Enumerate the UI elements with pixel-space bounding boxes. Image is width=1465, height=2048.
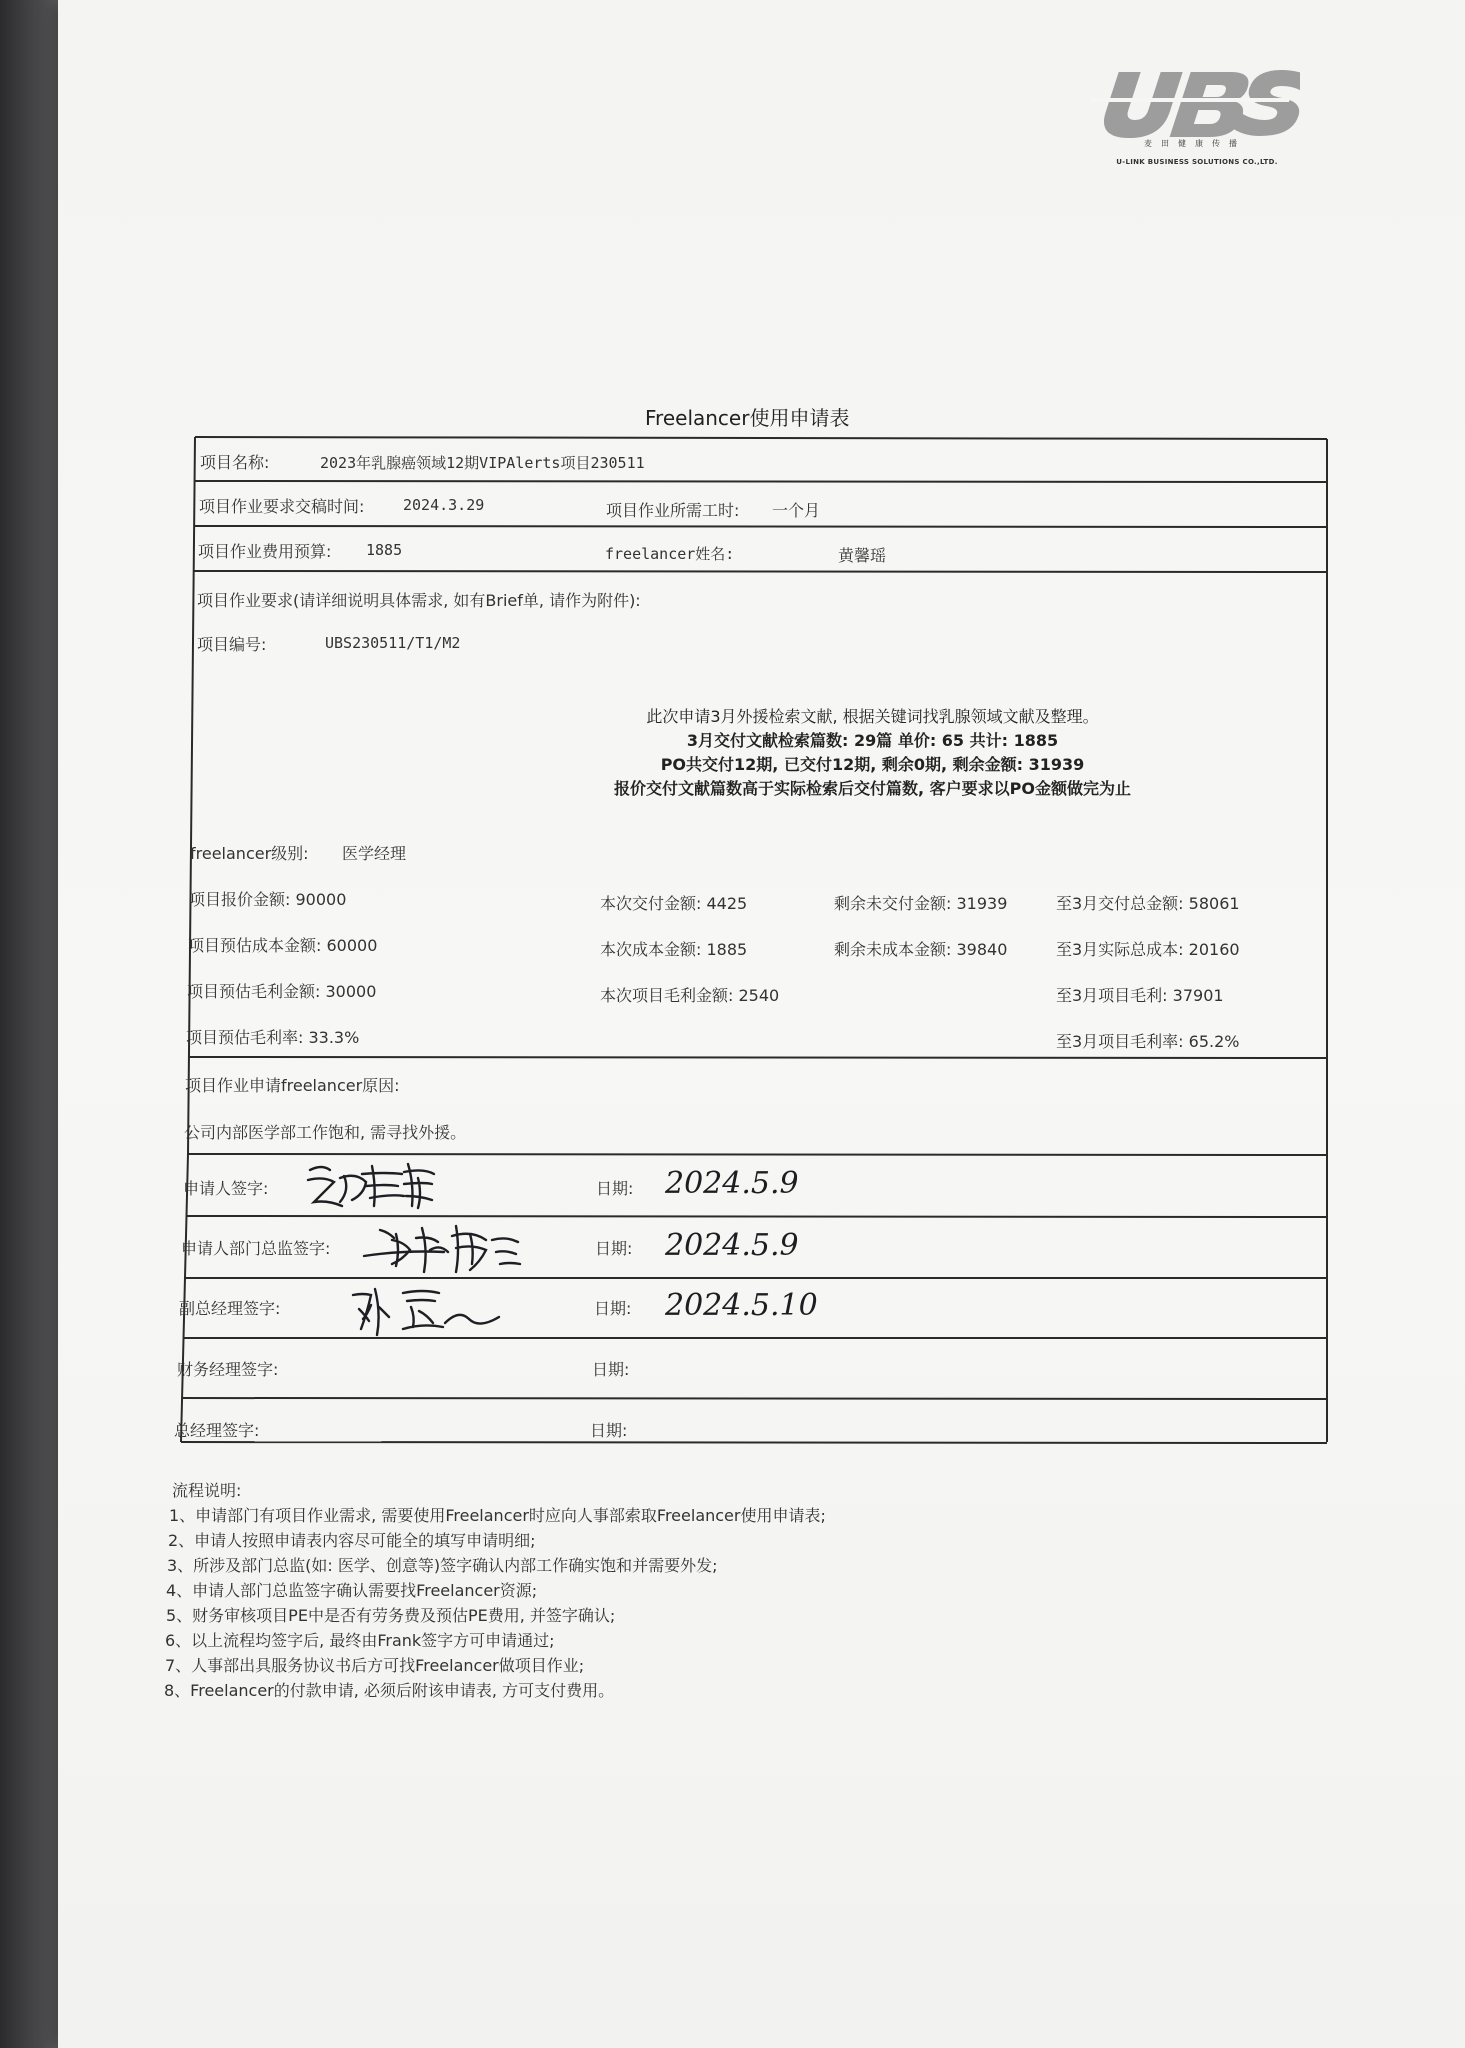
project-name-value: 2023年乳腺癌领域12期VIPAlerts项目230511 bbox=[320, 454, 645, 472]
applicant-date-value: 2024.5.9 bbox=[665, 1166, 799, 1201]
note-item: 4、申请人部门总监签字确认需要找Freelancer资源; bbox=[166, 1581, 538, 1600]
deadline-value: 2024.3.29 bbox=[403, 496, 485, 514]
remaining-undelivered-amount: 剩余未交付金额: 31939 bbox=[834, 894, 1008, 913]
note-item: 3、所涉及部门总监(如: 医学、创意等)签字确认内部工作确实饱和并需要外发; bbox=[167, 1556, 718, 1575]
vp-date-value: 2024.5.10 bbox=[665, 1288, 818, 1323]
hours-label: 项目作业所需工时: bbox=[606, 501, 740, 520]
director-signature-label: 申请人部门总监签字: bbox=[181, 1239, 331, 1258]
reason-value: 公司内部医学部工作饱和, 需寻找外援。 bbox=[184, 1123, 467, 1142]
freelancer-name-label: freelancer姓名: bbox=[605, 545, 735, 563]
finance-signature-label: 财务经理签字: bbox=[177, 1360, 279, 1379]
deadline-label: 项目作业要求交稿时间: bbox=[199, 497, 365, 516]
level-value: 医学经理 bbox=[342, 844, 407, 863]
project-no-value: UBS230511/T1/M2 bbox=[325, 634, 461, 652]
this-cost-amount: 本次成本金额: 1885 bbox=[600, 940, 748, 959]
project-name-label: 项目名称: bbox=[200, 453, 270, 472]
form-title: Freelancer使用申请表 bbox=[645, 406, 850, 430]
vp-date-label: 日期: bbox=[594, 1299, 632, 1318]
applicant-date-label: 日期: bbox=[596, 1179, 634, 1198]
vp-signature-label: 副总经理签字: bbox=[179, 1299, 281, 1318]
finance-date-label: 日期: bbox=[592, 1360, 630, 1379]
gm-signature-label: 总经理签字: bbox=[174, 1421, 260, 1440]
gm-date-label: 日期: bbox=[590, 1421, 628, 1440]
march-margin: 至3月项目毛利率: 65.2% bbox=[1056, 1032, 1240, 1051]
project-no-label: 项目编号: bbox=[197, 635, 267, 654]
logo-english-subtitle: U-LINK BUSINESS SOLUTIONS CO.,LTD. bbox=[1116, 158, 1278, 166]
budget-value: 1885 bbox=[366, 541, 403, 559]
hours-value: 一个月 bbox=[772, 501, 821, 520]
description-line-2: 3月交付文献检索篇数: 29篇 单价: 65 共计: 1885 bbox=[686, 731, 1059, 750]
note-item: 7、人事部出具服务协议书后方可找Freelancer做项目作业; bbox=[165, 1656, 585, 1675]
est-cost-amount: 项目预估成本金额: 60000 bbox=[188, 936, 378, 955]
requirements-label: 项目作业要求(请详细说明具体需求, 如有Brief单, 请作为附件): bbox=[197, 591, 641, 610]
description-line-1: 此次申请3月外援检索文献, 根据关键词找乳腺领域文献及整理。 bbox=[646, 707, 1099, 726]
quote-amount: 项目报价金额: 90000 bbox=[189, 890, 347, 909]
note-item: 6、以上流程均签字后, 最终由Frank签字方可申请通过; bbox=[165, 1631, 555, 1650]
level-label: freelancer级别: bbox=[190, 844, 309, 863]
director-date-label: 日期: bbox=[595, 1239, 633, 1258]
est-profit-amount: 项目预估毛利金额: 30000 bbox=[187, 982, 377, 1001]
march-total-delivered: 至3月交付总金额: 58061 bbox=[1056, 894, 1240, 913]
logo-chinese-subtitle: 麦田健康传播 bbox=[1144, 139, 1246, 148]
applicant-signature bbox=[300, 1158, 470, 1210]
note-item: 2、申请人按照申请表内容尽可能全的填写申请明细; bbox=[168, 1531, 536, 1550]
delivered-amount: 本次交付金额: 4425 bbox=[600, 894, 748, 913]
applicant-signature-label: 申请人签字: bbox=[183, 1179, 269, 1198]
director-signature bbox=[360, 1220, 535, 1276]
note-item: 5、财务审核项目PE中是否有劳务费及预估PE费用, 并签字确认; bbox=[166, 1606, 616, 1625]
description-line-4: 报价交付文献篇数高于实际检索后交付篇数, 客户要求以PO金额做完为止 bbox=[614, 779, 1131, 798]
freelancer-name-value: 黄馨瑶 bbox=[838, 546, 887, 565]
march-actual-cost: 至3月实际总成本: 20160 bbox=[1056, 940, 1240, 959]
note-item: 1、申请部门有项目作业需求, 需要使用Freelancer时应向人事部索取Freelancer使用申请表; bbox=[169, 1506, 826, 1525]
reason-label: 项目作业申请freelancer原因: bbox=[185, 1076, 400, 1095]
march-profit: 至3月项目毛利: 37901 bbox=[1056, 986, 1224, 1005]
est-margin: 项目预估毛利率: 33.3% bbox=[186, 1028, 360, 1047]
vp-signature bbox=[345, 1283, 505, 1339]
remaining-cost-amount: 剩余未成本金额: 39840 bbox=[834, 940, 1008, 959]
note-item: 8、Freelancer的付款申请, 必须后附该申请表, 方可支付费用。 bbox=[164, 1681, 615, 1700]
notes-title: 流程说明: bbox=[172, 1481, 242, 1500]
budget-label: 项目作业费用预算: bbox=[198, 542, 332, 561]
description-line-3: PO共交付12期, 已交付12期, 剩余0期, 剩余金额: 31939 bbox=[660, 755, 1085, 774]
this-profit-amount: 本次项目毛利金额: 2540 bbox=[600, 986, 780, 1005]
director-date-value: 2024.5.9 bbox=[665, 1228, 799, 1263]
